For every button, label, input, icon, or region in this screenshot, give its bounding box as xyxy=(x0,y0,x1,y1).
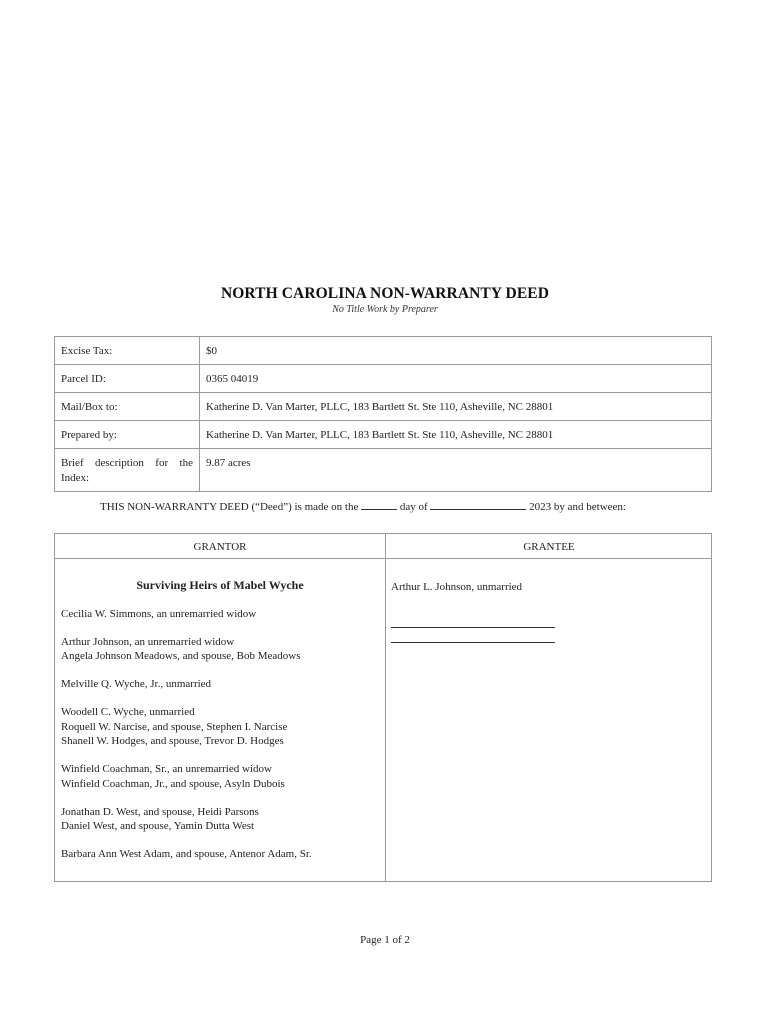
grantor-name: Melville Q. Wyche, Jr., unmarried xyxy=(61,678,212,690)
grantee-list xyxy=(391,580,707,643)
grantor-header: GRANTOR xyxy=(193,541,247,553)
intro-text-2: day of xyxy=(399,501,428,513)
info-row-parcel-id xyxy=(55,365,712,393)
deed-info-table xyxy=(54,336,712,492)
deed-intro-sentence xyxy=(100,499,720,513)
grantor-name: Cecilia W. Simmons, an unremarried widow xyxy=(61,607,257,620)
grantor-name: Winfield Coachman, Sr., an unremarried widow xyxy=(61,763,272,775)
grantor-heading: Surviving Heirs of Mabel Wyche xyxy=(136,578,304,592)
info-row-description xyxy=(55,449,712,492)
grantor-name: Barbara Ann West Adam, and spouse, Antenor Adam, Sr. xyxy=(61,848,312,860)
page-number: Page 1 of 2 xyxy=(360,934,410,946)
grantor-group xyxy=(61,805,379,834)
document-title: NORTH CAROLINA NON-WARRANTY DEED xyxy=(220,285,550,302)
info-label: Parcel ID: xyxy=(55,365,200,393)
grantor-group xyxy=(61,762,379,791)
grantor-name: Jonathan D. West, and spouse, Heidi Parsons xyxy=(61,805,259,818)
header-divider xyxy=(55,558,711,559)
info-row-mail-to xyxy=(55,393,712,421)
grantor-name: Angela Johnson Meadows, and spouse, Bob Meadows xyxy=(61,650,301,662)
grantor-name: Winfield Coachman, Jr., and spouse, Asyln Dubois xyxy=(61,777,285,790)
grantor-list xyxy=(61,578,379,875)
info-label: Prepared by: xyxy=(55,421,200,449)
grantor-group xyxy=(61,635,379,664)
intro-text-3: 2023 by and between: xyxy=(529,501,626,513)
grantee-blank-line xyxy=(391,642,555,643)
parties-table xyxy=(54,533,712,882)
intro-text-1: THIS NON-WARRANTY DEED (“Deed”) is made on the xyxy=(100,501,359,513)
month-blank xyxy=(430,499,526,510)
info-value: $0 xyxy=(200,337,712,365)
grantee-name: Arthur L. Johnson, unmarried xyxy=(391,581,523,593)
grantor-name: Shanell W. Hodges, and spouse, Trevor D. Hodges xyxy=(61,735,284,747)
grantor-group xyxy=(61,677,379,692)
info-row-prepared-by xyxy=(55,421,712,449)
column-divider xyxy=(385,534,386,881)
info-value: 0365 04019 xyxy=(200,365,712,393)
grantor-group xyxy=(61,607,379,622)
grantor-group xyxy=(61,847,379,862)
grantor-name: Roquell W. Narcise, and spouse, Stephen I. Narcise xyxy=(61,720,288,733)
info-value: Katherine D. Van Marter, PLLC, 183 Bartlett St. Ste 110, Asheville, NC 28801 xyxy=(200,421,712,449)
info-value: Katherine D. Van Marter, PLLC, 183 Bartlett St. Ste 110, Asheville, NC 28801 xyxy=(200,393,712,421)
grantor-name: Woodell C. Wyche, unmarried xyxy=(61,706,195,718)
info-label: Brief description for the Index: xyxy=(55,449,200,492)
grantor-group xyxy=(61,705,379,749)
grantor-name: Daniel West, and spouse, Yamin Dutta West xyxy=(61,820,255,832)
info-label: Mail/Box to: xyxy=(55,393,200,421)
info-label: Excise Tax: xyxy=(55,337,200,365)
grantor-name: Arthur Johnson, an unremarried widow xyxy=(61,635,235,648)
grantee-blank-line xyxy=(391,627,555,628)
grantee-header: GRANTEE xyxy=(523,541,575,553)
document-subtitle: No Title Work by Preparer xyxy=(332,304,438,315)
info-value: 9.87 acres xyxy=(200,449,712,492)
day-blank xyxy=(361,499,397,510)
info-row-excise-tax xyxy=(55,337,712,365)
